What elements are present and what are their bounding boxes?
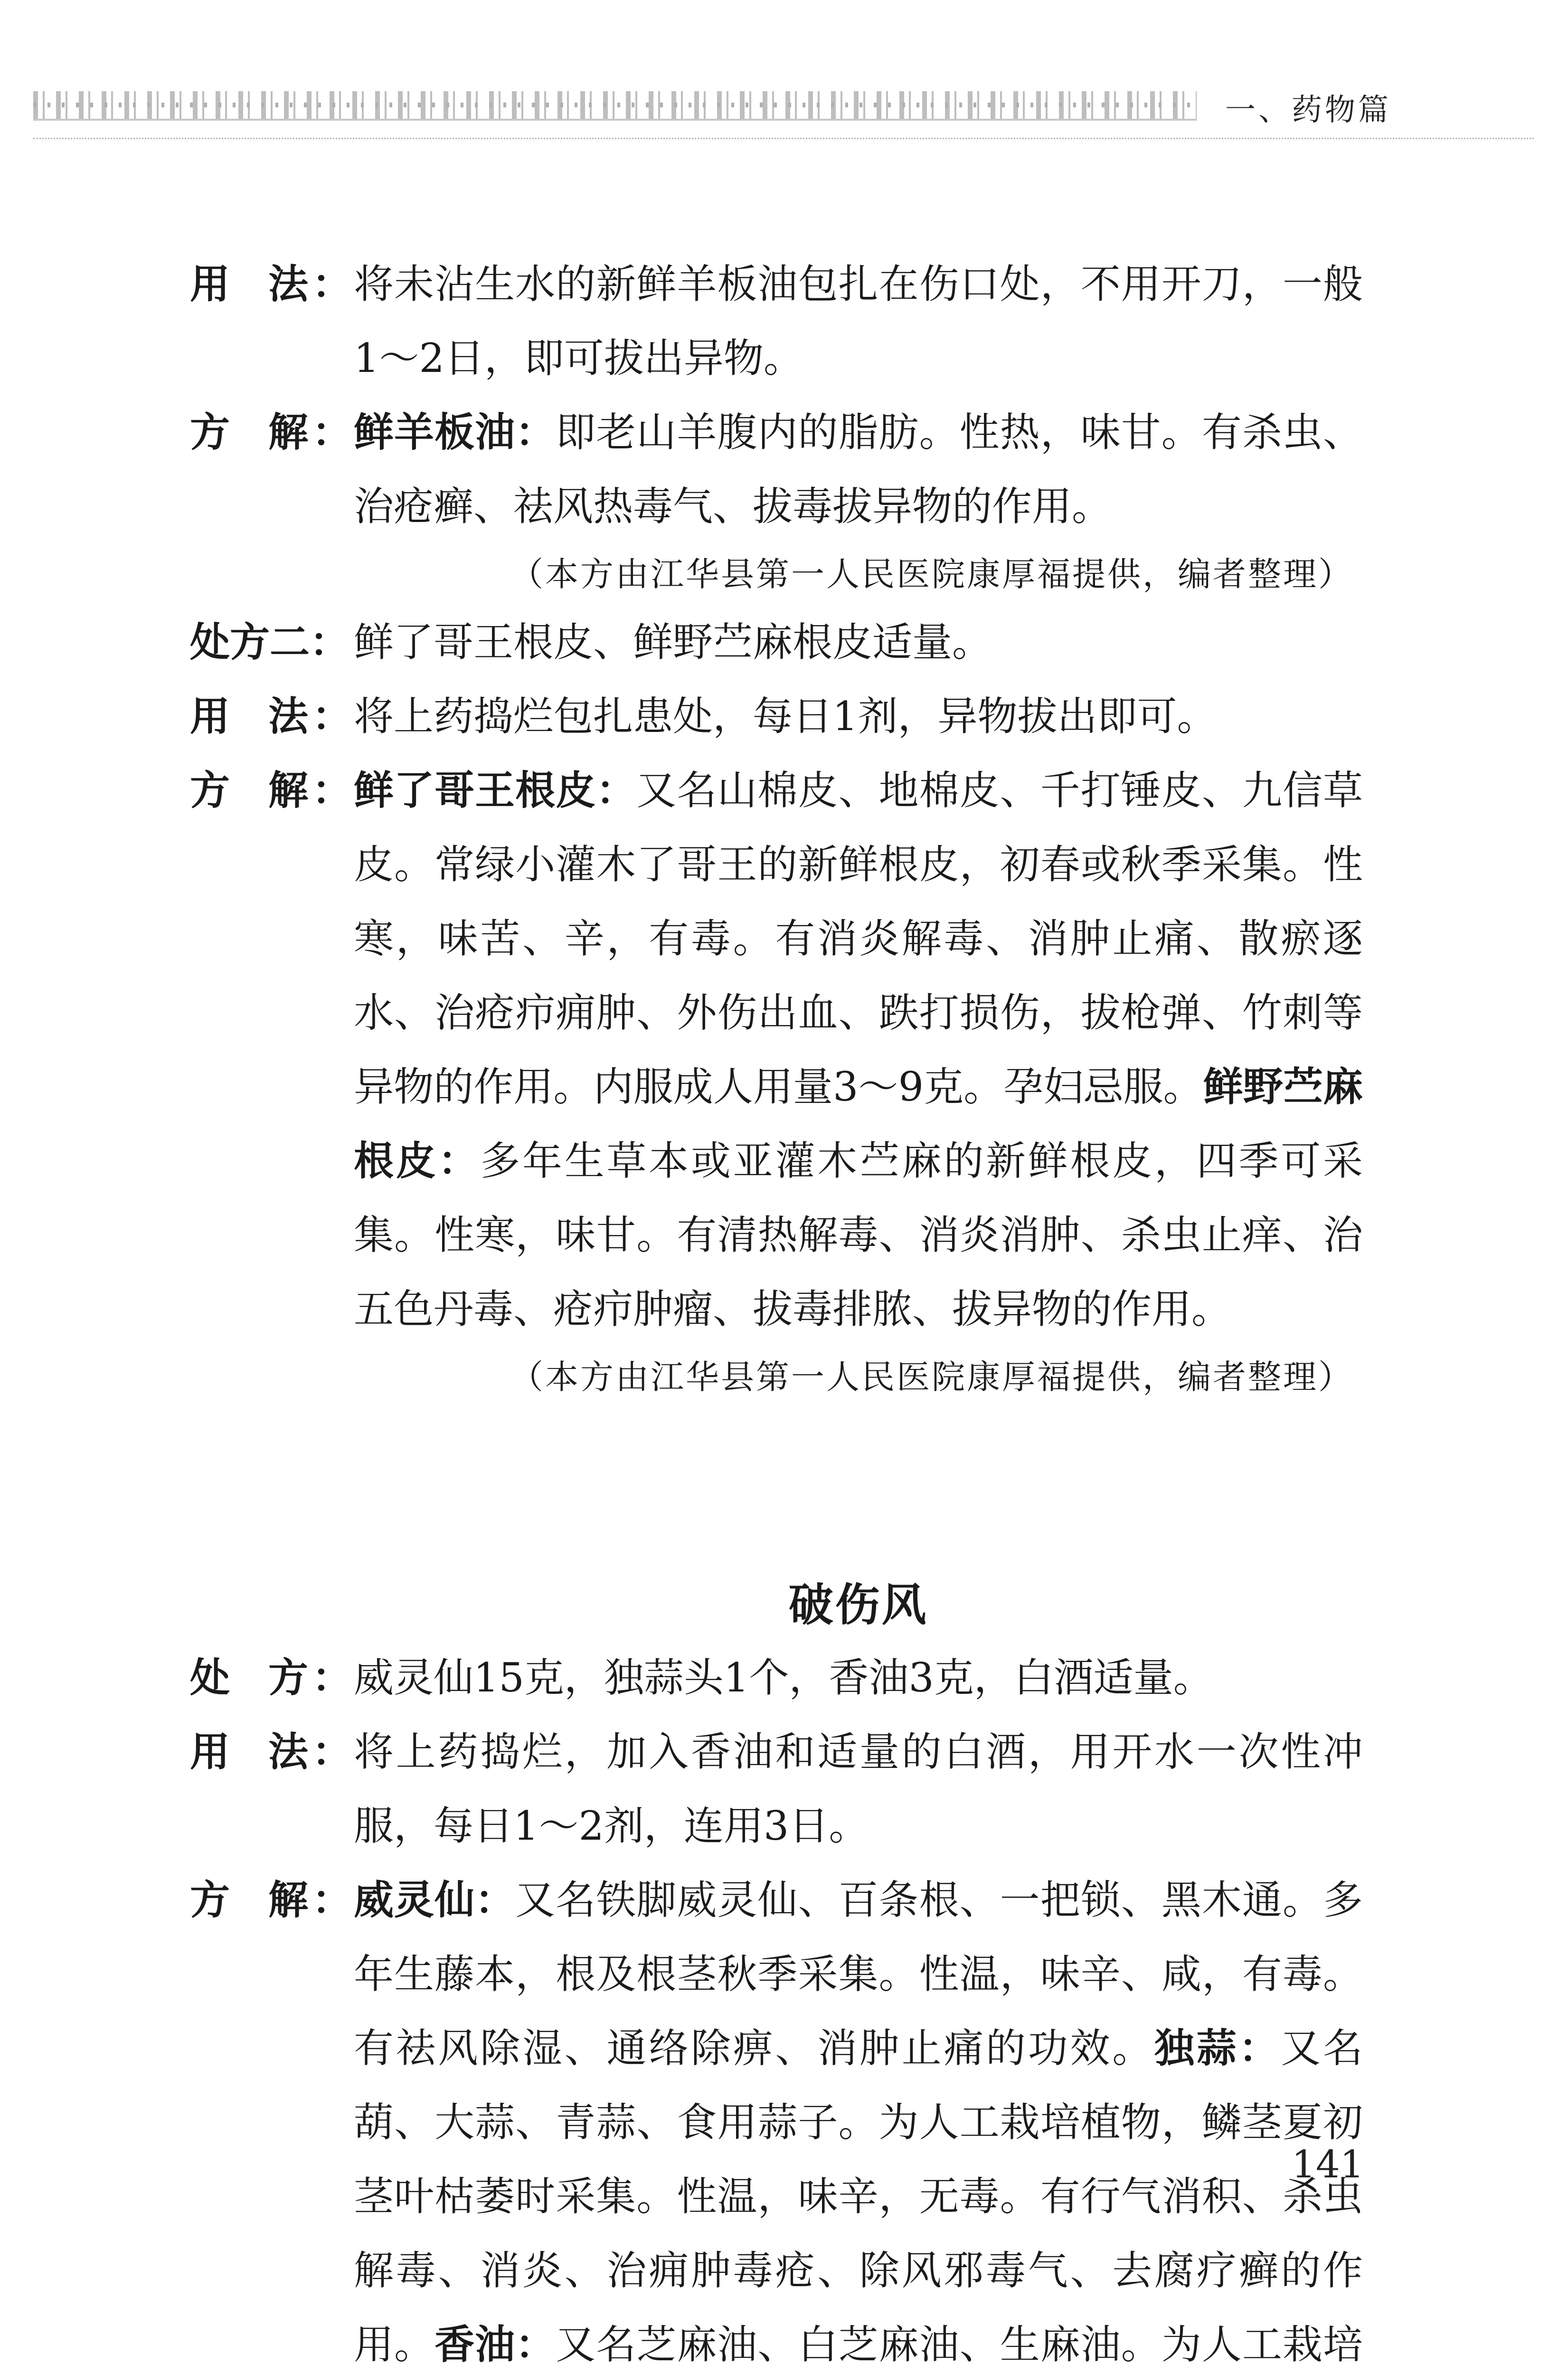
entry-label: 方 解： [190,1876,352,1923]
entry-text: 威灵仙：又名铁脚威灵仙、百条根、一把锁、黑木通。多年生藤本，根及根茎秋季采集。性温，味辛、咸，有毒。有祛风除湿、通络除痹、消肿止痛的功效。独蒜：又名葫、大蒜、青蒜、食用蒜子。为人工栽培植物，鳞茎夏初茎叶枯萎时采集。性温，味辛，无毒。有行气消积、杀虫解毒、消炎、治痈肿毒疮、除风邪毒气、去腐疗癣的作用。香油：又名芝麻油、白芝麻油、生麻油。为人工栽培 [354,1876,1363,2368]
entry-label: 处 方： [190,1654,352,1701]
header-dotted-rule [33,138,1534,139]
entry-usage-2 [190,679,1363,753]
entry-text: 将未沾生水的新鲜羊板油包扎在伤口处，不用开刀，一般1～2日，即可拔出异物。 [354,261,1363,381]
entry-label: 方 解： [190,408,352,456]
entry-explanation-1 [190,395,1363,543]
entry-explanation-2 [190,753,1363,1346]
section-spacer [190,1408,1363,1565]
source-credit-2: （本方由江华县第一人民医院康厚福提供，编者整理） [510,1358,1353,1396]
entry-explanation-3 [190,1863,1363,2375]
entry-label: 用 法： [190,1728,352,1775]
herb-name: 香油： [435,2321,556,2368]
entry-text: 将上药捣烂，加入香油和适量的白酒，用开水一次性冲服，每日1～2剂，连用3日。 [354,1729,1363,1849]
page-number: 141 [1292,2142,1364,2186]
entry-label: 用 法： [190,693,352,740]
entry-prescription-3 [190,1641,1363,1715]
herb-name: 威灵仙： [354,1876,516,1923]
herb-name: 鲜了哥王根皮： [354,767,637,814]
page-body [190,247,1363,2375]
running-header [33,81,1534,147]
entry-text: 威灵仙15克，独蒜头1个，香油3克，白酒适量。 [354,1654,1213,1701]
entry-usage-3 [190,1715,1363,1863]
entry-usage-1 [190,247,1363,395]
entry-text: 鲜了哥王根皮：又名山棉皮、地棉皮、千打锤皮、九信草皮。常绿小灌木了哥王的新鲜根皮，初春或秋季采集。性寒，味苦、辛，有毒。有消炎解毒、消肿止痛、散瘀逐水、治疮疖痈肿、外伤出血、跌打损伤，拔枪弹、竹刺等异物的作用。内服成人用量3～9克。孕妇忌服。鲜野苎麻根皮：多年生草本或亚灌木苎麻的新鲜根皮，四季可采集。性寒，味甘。有清热解毒、消炎消肿、杀虫止痒、治五色丹毒、疮疖肿瘤、拔毒排脓、拔异物的作用。 [354,767,1363,1332]
herb-name: 独蒜： [1154,2024,1281,2071]
header-ornament-border [33,91,1197,119]
header-section-title: 一、药物篇 [1225,93,1391,128]
source-credit-1: （本方由江华县第一人民医院康厚福提供，编者整理） [510,555,1353,594]
entry-text: 将上药捣烂包扎患处，每日1剂，异物拔出即可。 [354,693,1217,740]
entry-text: 鲜羊板油：即老山羊腹内的脂肪。性热，味甘。有杀虫、治疮癣、祛风热毒气、拔毒拔异物的作用。 [354,408,1363,530]
entry-label: 处方二： [190,618,350,665]
entry-label: 方 解： [190,767,352,814]
entry-prescription-2 [190,605,1363,679]
herb-name: 鲜羊板油： [354,408,556,456]
herb-name: 鲜野苎麻根皮： [354,1063,1363,1184]
entry-text: 鲜了哥王根皮、鲜野苎麻根皮适量。 [354,619,992,665]
entry-label: 用 法： [190,260,352,307]
section-heading: 破伤风 [788,1579,928,1631]
